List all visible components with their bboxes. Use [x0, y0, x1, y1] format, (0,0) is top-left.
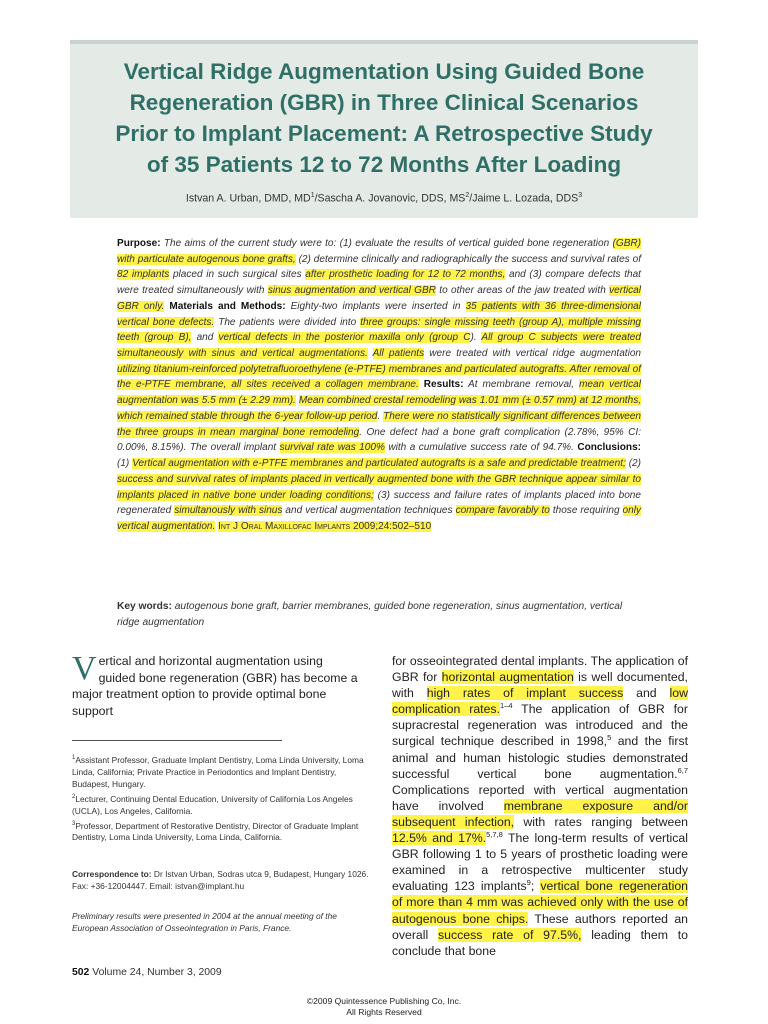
abstract-text: ). — [470, 332, 482, 344]
body-text: leading them to conclude that bone — [392, 927, 688, 958]
preliminary-note: Preliminary results were presented in 2004 at the annual meeting of the European Association of Osseointegration in Paris, France. — [72, 911, 337, 933]
title-line: of 35 Patients 12 to 72 Months After Loading — [146, 152, 622, 177]
drop-cap: V — [72, 650, 97, 687]
affiliation-footnotes — [72, 752, 372, 844]
journal-citation: Int J Oral Maxillofac Implants 2009;24:502–510 — [218, 520, 432, 532]
abstract-text: those requiring — [549, 505, 623, 517]
title-line: Regeneration (GBR) in Three Clinical Scenarios — [129, 90, 639, 115]
abstract-text: (2) — [625, 458, 641, 470]
title-line: Vertical Ridge Augmentation Using Guided Bone — [123, 59, 645, 84]
highlight: only vertical augmentation. — [117, 505, 641, 532]
highlight: compare favorably to — [455, 505, 550, 517]
footnote-text: Lecturer, Continuing Dental Education, University of California Los Angeles (UCLA), Los Angeles, California. — [72, 793, 353, 816]
article-title — [70, 56, 698, 180]
highlight: after prosthetic loading for 12 to 72 months, — [305, 269, 506, 281]
body-text: for osseointegrated dental implants. The application of GBR for — [392, 654, 688, 685]
footnote — [72, 791, 372, 817]
body-text: These authors reported an overall — [392, 911, 688, 942]
key-words-label: Key words: — [117, 601, 172, 612]
footnote-mark: 3 — [72, 820, 76, 827]
affiliation-mark: 3 — [578, 192, 583, 199]
correspondence — [72, 868, 372, 892]
author-name: Istvan A. Urban, DMD, MD — [185, 192, 311, 205]
highlight: success and survival rates of implants placed in vertically augmented bone with the GBR technique appear similar to implants placed in native bone under loading conditions; — [117, 473, 641, 501]
body-right-column — [392, 653, 688, 959]
highlight: (GBR) with particulate autogenous bone grafts, — [117, 238, 641, 265]
footnote-text: Assistant Professor, Graduate Implant Dentistry, Loma Linda University, Loma Linda, California; Private Practice in Periodontics and Implant Dentistry, Budapest, Hungary. — [72, 754, 364, 789]
abstract-results-label: Results: — [423, 379, 464, 391]
intro-paragraph — [72, 650, 362, 720]
footnote — [72, 818, 372, 844]
abstract-purpose-label: Purpose: — [117, 238, 161, 249]
highlight: There were no statistically significant differences between the three groups in mean marginal bone remodeling — [117, 410, 641, 438]
correspondence-text: Dr Istvan Urban, Sodras utca 9, Budapest, Hungary 1026. Fax: +36-12004447. Email: istvan@implant.hu — [72, 869, 369, 891]
highlight: All group C subjects were treated simultaneously with sinus and vertical augmentations. — [117, 332, 641, 360]
highlight: three groups: single missing teeth (group A), multiple missing teeth (group B), — [117, 316, 641, 344]
affiliation-mark: 2 — [465, 192, 470, 199]
author-name: /Sascha A. Jovanovic, DDS, MS — [314, 192, 466, 205]
highlight: membrane exposure and/or subsequent infection, — [392, 798, 688, 829]
highlight: 35 patients with 36 three-dimensional vertical bone defects. — [117, 300, 641, 328]
abstract-text: placed in such surgical sites — [169, 269, 306, 281]
abstract-text: and vertical augmentation techniques — [282, 505, 456, 517]
highlight: success rate of 97.5%, — [438, 927, 582, 942]
highlight: horizontal augmentation — [441, 670, 574, 685]
copyright-line: ©2009 Quintessence Publishing Co, Inc. — [306, 996, 462, 1006]
abstract-text: . — [377, 410, 384, 422]
highlight: All patients — [372, 348, 425, 360]
footnote-divider — [72, 740, 282, 741]
highlight: Vertical augmentation with e-PTFE membranes and particulated autografts is a safe and predictable treatment; — [132, 458, 626, 470]
reference-mark: 5 — [607, 733, 612, 743]
abstract-text: and — [191, 332, 219, 344]
highlight: utilizing titanium-reinforced polytetrafluoroethylene (e-PTFE) membranes and particulated autografts. After removal of the e-PTFE membrane, all sites received a collagen membrane. — [117, 363, 641, 391]
abstract-text: and (3) compare defects that were treated simultaneously with — [117, 269, 641, 297]
highlight: vertical defects in the posterior maxilla only (group C — [218, 332, 471, 344]
body-text: is well documented, with — [392, 670, 688, 701]
footnote — [72, 752, 372, 790]
abstract-methods-label: Materials and Methods: — [169, 300, 286, 312]
key-words — [117, 599, 647, 630]
abstract-text: (3) success and failure rates of implants placed into bone regenerated — [117, 489, 641, 517]
reference-mark: 6,7 — [677, 765, 688, 775]
highlight: vertical bone regeneration of more than 4 mm was achieved only with the use of autogenous bone chips. — [392, 879, 688, 926]
affiliation-mark: 1 — [310, 192, 315, 199]
author-name: /Jaime L. Lozada, DDS — [469, 192, 579, 205]
abstract-text: to other areas of the jaw treated with — [435, 285, 610, 297]
reference-mark: 9 — [526, 878, 531, 888]
highlight: low complication rates. — [392, 686, 688, 717]
footnote-text: Professor, Department of Restorative Dentistry, Director of Graduate Implant Dentistry, Loma Linda University, Loma Linda, California. — [72, 820, 359, 843]
body-text: Complications reported with vertical augmentation have involved — [392, 782, 688, 813]
page-number: 502 — [72, 967, 90, 978]
copyright-line: All Rights Reserved — [346, 1007, 422, 1017]
reference-mark: 1–4 — [500, 701, 513, 711]
author-list — [70, 192, 698, 205]
reference-mark: 5,7,8 — [486, 829, 503, 839]
highlight: high rates of implant success — [426, 686, 624, 701]
abstract-text: with a cumulative success rate of 94.7%. — [384, 442, 578, 454]
highlight: which remained stable through the 6-year follow-up period — [117, 410, 378, 422]
key-words-text: autogenous bone graft, barrier membranes, guided bone regeneration, sinus augmentation, vertical ridge augmentation — [117, 601, 623, 628]
highlight: sinus augmentation and vertical GBR — [267, 285, 436, 297]
intro-text: ertical and horizontal augmentation using guided bone regeneration (GBR) has become a major treatment option to provide optimal bone support — [72, 654, 358, 719]
abstract-text: were treated with vertical ridge augmentation — [424, 348, 641, 360]
highlight: 82 implants — [117, 269, 170, 281]
abstract-text: . One defect had a bone graft complication (2.78%, 95% CI: 0.00%, 8.15%). The overall implant — [117, 426, 641, 454]
footnote-mark: 2 — [72, 793, 76, 800]
highlight: simultanously with sinus — [174, 505, 283, 517]
abstract-text: (2) determine clinically and radiographically the success and survival rates of — [295, 253, 642, 265]
copyright-notice — [0, 996, 768, 1018]
page-footer — [72, 967, 222, 978]
body-text: with rates ranging between — [514, 814, 688, 829]
highlight: Mean combined crestal remodeling was 1.01 mm (± 0.57 mm) at 12 months, — [298, 395, 642, 407]
issue-info: Volume 24, Number 3, 2009 — [92, 967, 222, 978]
highlight: mean vertical augmentation was 5.5 mm (± 2.29 mm). — [117, 379, 642, 407]
body-text: ; — [530, 879, 541, 894]
highlight: vertical GBR only. — [117, 285, 641, 312]
correspondence-label: Correspondence to: — [72, 869, 152, 879]
body-text: The application of GBR for supracrestal regeneration was introduced and the surgical technique described in 1998, — [392, 702, 688, 749]
abstract-conclusions-label: Conclusions: — [577, 442, 642, 454]
body-text: The long-term results of vertical GBR following 1 to 5 years of prosthetic loading were examined in a retrospective multicenter study evaluating 123 implants — [392, 831, 688, 894]
abstract-text: (1) — [117, 458, 133, 470]
abstract-text: The aims of the current study were to: (1) evaluate the results of vertical guided bone regeneration — [160, 238, 613, 249]
footnote-mark: 1 — [72, 755, 76, 761]
abstract-text — [368, 348, 373, 359]
highlight: survival rate was 100% — [279, 442, 385, 454]
highlight: 12.5% and 17%. — [392, 831, 487, 846]
abstract-text: Eighty-two implants were inserted in — [285, 300, 466, 312]
abstract-text: At membrane removal, — [463, 379, 580, 391]
abstract-text: The patients were divided into — [214, 316, 361, 328]
title-line: Prior to Implant Placement: A Retrospective Study — [115, 121, 653, 146]
body-text: and the first animal and human histologic studies demonstrated successful vertical bone augmentation. — [392, 734, 689, 781]
abstract — [117, 236, 641, 535]
body-text: and — [623, 686, 670, 701]
